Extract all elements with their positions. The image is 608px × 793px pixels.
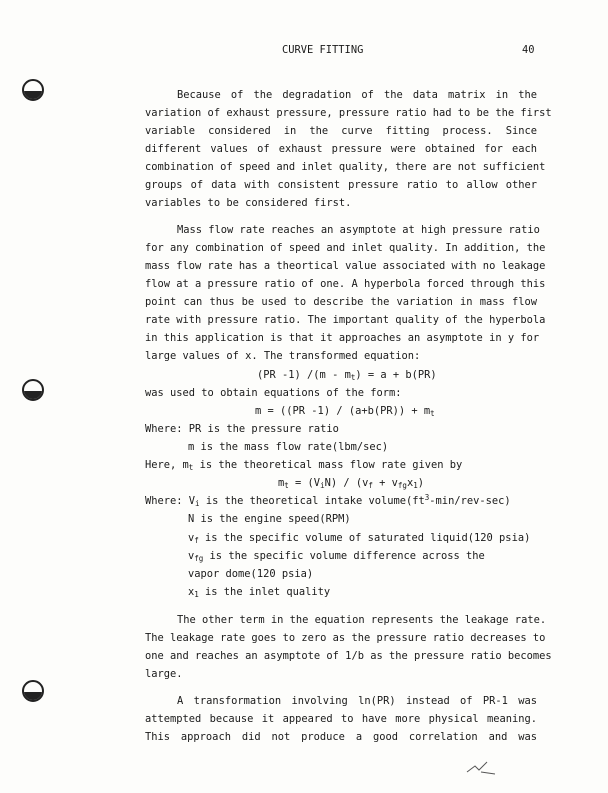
punch-hole-middle [22, 379, 44, 401]
def-vapor-line: vapor dome(120 psia) [188, 568, 314, 580]
def-vf-line: vf is the specific volume of saturated liquid(120 psia) [188, 532, 531, 545]
p1-line-7: variables to be considered first. [145, 197, 352, 209]
p2-line-4: flow at a pressure ratio of one. A hyperbola forced through this [145, 278, 546, 290]
equation-mass-flow: m = ((PR -1) / (a+b(PR)) + mt [255, 405, 435, 418]
def-vfg-line: vfg is the specific volume difference across the [188, 550, 485, 563]
def-n-line: N is the engine speed(RPM) [188, 513, 351, 525]
p2-line-7: in this application is that it approaches an asymptote in y for [145, 332, 540, 344]
equation-theoretical-flow: mt = (ViN) / (vf + vfgx1) [278, 477, 424, 490]
punch-hole-bottom [22, 680, 44, 702]
was-used-line: was used to obtain equations of the form: [145, 387, 402, 399]
p2-line-6: rate with pressure ratio. The important quality of the hyperbola [145, 314, 546, 326]
p3-line-1: The other term in the equation represents the leakage rate. [177, 614, 547, 626]
page-title: CURVE FITTING [282, 44, 364, 56]
p1-line-1: Because of the degradation of the data matrix in the [177, 89, 537, 101]
def-m-line: m is the mass flow rate(lbm/sec) [188, 441, 389, 453]
p1-line-6: groups of data with consistent pressure ratio to allow other [145, 179, 537, 191]
p4-line-2: attempted because it appeared to have more physical meaning. [145, 713, 537, 725]
p2-line-3: mass flow rate has a theortical value associated with no leakage [145, 260, 546, 272]
p1-line-4: different values of exhaust pressure were obtained for each [145, 143, 537, 155]
pen-mark-icon [465, 758, 505, 778]
where-vi-line: Where: Vi is the theoretical intake $volume(ft^3-\min/rev-\sec)$ [145, 493, 511, 508]
p1-line-3: variable considered in the curve fitting process. Since [145, 125, 537, 137]
equation-transformed: (PR -1) /(m - mt) = a + b(PR) [257, 369, 437, 382]
page-number: 40 [522, 44, 535, 56]
def-x1-line: x1 is the inlet quality [188, 586, 331, 599]
p1-line-2: variation of exhaust pressure, pressure ratio had to be the first [145, 107, 552, 119]
p2-line-8: large values of x. The transformed equation: [145, 350, 421, 362]
punch-hole-top [22, 79, 44, 101]
where-pr-line: Where: PR is the pressure ratio [145, 423, 339, 435]
here-mt-line: Here, mt is the theoretical mass flow rate given by [145, 459, 463, 472]
p2-line-2: for any combination of speed and inlet quality. In addition, the [145, 242, 546, 254]
p3-line-3: one and reaches an asymptote of 1/b as the pressure ratio becomes [145, 650, 552, 662]
p4-line-1: A transformation involving ln(PR) instead of PR-1 was [177, 695, 537, 707]
p1-line-5: combination of speed and inlet quality, there are not sufficient [145, 161, 546, 173]
p2-line-5: point can thus be used to describe the variation in mass flow [145, 296, 537, 308]
p2-line-1: Mass flow rate reaches an asymptote at high pressure ratio [177, 224, 540, 236]
p3-line-2: The leakage rate goes to zero as the pressure ratio decreases to [145, 632, 546, 644]
p3-line-4: large. [145, 668, 183, 680]
p4-line-3: This approach did not produce a good correlation and was [145, 731, 537, 743]
